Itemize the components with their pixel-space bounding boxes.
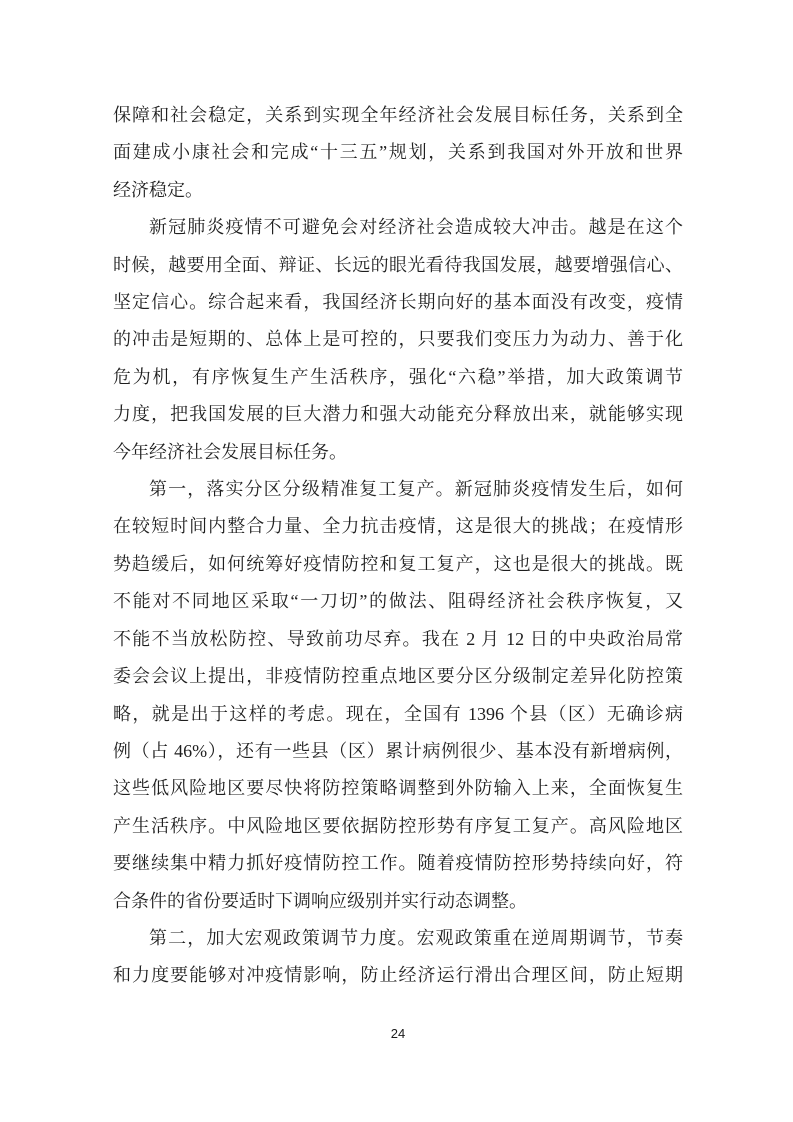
text-line: 今年经济社会发展目标任务。 [113, 441, 347, 462]
text-line: 产生活秩序。中风险地区要依据防控形势有序复工复产。高风险地区 [113, 815, 683, 836]
text-line: 的冲击是短期的、总体上是可控的，只要我们变压力为动力、善于化 [113, 329, 683, 350]
text-line: 委会会议上提出，非疫情防控重点地区要分区分级制定差异化防控策 [113, 666, 683, 687]
page-number: 24 [390, 1026, 406, 1041]
text-line: 时候，越要用全面、辩证、长远的眼光看待我国发展，越要增强信心、 [113, 254, 683, 275]
text-line: 危为机，有序恢复生产生活秩序，强化“六稳”举措，加大政策调节 [113, 366, 683, 387]
text-line: 不能不当放松防控、导致前功尽弃。我在 2 月 12 日的中央政治局常 [113, 628, 683, 649]
text-line: 势趋缓后，如何统筹好疫情防控和复工复产，这也是很大的挑战。既 [113, 553, 683, 574]
paragraph [113, 209, 683, 471]
text-block [113, 97, 683, 995]
text-line: 坚定信心。综合起来看，我国经济长期向好的基本面没有改变，疫情 [113, 292, 683, 313]
text-line: 不能对不同地区采取“一刀切”的做法、阻碍经济社会秩序恢复，又 [113, 591, 683, 612]
text-line: 保障和社会稳定，关系到实现全年经济社会发展目标任务，关系到全 [113, 105, 683, 125]
text-line: 力度，把我国发展的巨大潜力和强大动能充分释放出来，就能够实现 [113, 404, 683, 425]
text-line: 略，就是出于这样的考虑。现在，全国有 1396 个县（区）无确诊病 [113, 703, 683, 724]
text-line: 例（占 46%），还有一些县（区）累计病例很少、基本没有新增病例， [113, 740, 683, 761]
text-line: 和力度要能够对冲疫情影响，防止经济运行滑出合理区间，防止短期 [113, 965, 683, 986]
text-line: 合条件的省份要适时下调响应级别并实行动态调整。 [113, 890, 527, 911]
text-line: 在较短时间内整合力量、全力抗击疫情，这是很大的挑战；在疫情形 [113, 516, 683, 537]
text-line: 这些低风险地区要尽快将防控策略调整到外防输入上来，全面恢复生 [113, 778, 683, 799]
paragraph [113, 920, 683, 995]
text-line: 要继续集中精力抓好疫情防控工作。随着疫情防控形势持续向好，符 [113, 853, 683, 874]
text-line: 第二，加大宏观政策调节力度。宏观政策重在逆周期调节，节奏 [149, 927, 683, 948]
text-line: 面建成小康社会和完成“十三五”规划，关系到我国对外开放和世界 [113, 142, 683, 163]
paragraph [113, 97, 683, 209]
text-line: 第一，落实分区分级精准复工复产。新冠肺炎疫情发生后，如何 [149, 479, 683, 500]
text-line: 经济稳定。 [113, 179, 203, 200]
paragraph [113, 471, 683, 920]
text-line: 新冠肺炎疫情不可避免会对经济社会造成较大冲击。越是在这个 [149, 217, 683, 238]
